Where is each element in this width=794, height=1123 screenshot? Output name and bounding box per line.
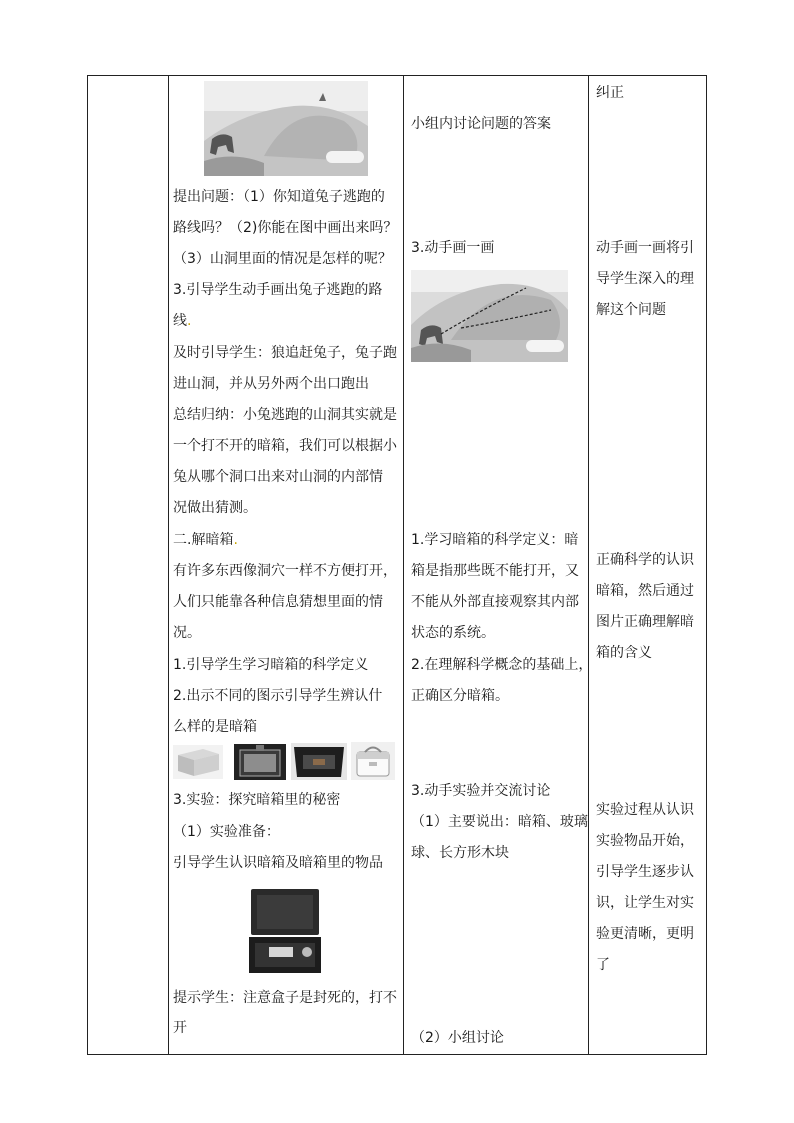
question-text: 提出问题：（1）你知道兔子逃跑的	[173, 189, 385, 205]
black-storage-box-image	[291, 743, 347, 780]
cooler-box-image	[351, 742, 395, 780]
wolf-rabbit-mountain-image	[204, 81, 368, 176]
intent-text: 引导学生逐步认	[596, 864, 694, 880]
guide-text: 进山洞，并从另外两个出口跑出	[173, 376, 369, 392]
column-divider	[588, 76, 589, 1054]
summary-text: 兔从哪个洞口出来对山洞的内部情	[173, 469, 383, 485]
intro-text: 有许多东西像洞穴一样不方便打开，	[173, 563, 397, 579]
intro-text: 况。	[173, 625, 201, 641]
definition-text: 不能从外部直接观察其内部	[411, 594, 579, 610]
intro-text: 人们只能靠各种信息猜想里面的情	[173, 594, 383, 610]
intent-text: 暗箱，然后通过	[596, 583, 694, 599]
step-text: 么样的是暗箱	[173, 719, 257, 735]
gift-box-image	[234, 744, 286, 780]
summary-text: 总结归纳：小兔逃跑的山洞其实就是	[173, 407, 397, 423]
intent-text: 验更清晰，更明	[596, 926, 694, 942]
intent-text: 纠正	[596, 85, 624, 101]
definition-text: 状态的系统。	[411, 625, 495, 641]
question-text: （3）山洞里面的情况是怎样的呢？	[173, 251, 392, 267]
step-text: 线.	[173, 313, 192, 329]
question-text: 路线吗？（2)你能在图中画出来吗？	[173, 220, 398, 236]
paragraph-mark-icon: .	[233, 532, 238, 548]
experiment-heading: 3.动手实验并交流讨论	[411, 783, 551, 799]
column-divider	[168, 76, 169, 1054]
step-text: 2.出示不同的图示引导学生辨认什	[173, 688, 383, 704]
paragraph-mark-icon: .	[187, 313, 192, 329]
intent-text: 识，让学生对实	[596, 895, 694, 911]
intent-text: 图片正确理解暗	[596, 614, 694, 630]
distinguish-text: 正确区分暗箱。	[411, 688, 509, 704]
summary-text: 况做出猜测。	[173, 500, 257, 516]
distinguish-text: 2.在理解科学概念的基础上，	[411, 657, 593, 673]
cardboard-box-image	[173, 745, 223, 779]
intent-text: 了	[596, 957, 610, 973]
group-discussion-text: （2）小组讨论	[411, 1030, 504, 1046]
experiment-text: （1）主要说出：暗箱、玻璃	[411, 814, 588, 830]
intent-text: 动手画一画将引	[596, 240, 694, 256]
step-text: 3.引导学生动手画出兔子逃跑的路	[173, 282, 383, 298]
draw-heading: 3.动手画一画	[411, 240, 495, 256]
tip-text: 开	[173, 1020, 187, 1036]
intent-text: 导学生深入的理	[596, 271, 694, 287]
guide-text: 及时引导学生：狼追赶兔子，兔子跑	[173, 345, 397, 361]
summary-text: 一个打不开的暗箱，我们可以根据小	[173, 438, 397, 454]
step-text: （1）实验准备：	[173, 824, 280, 840]
step-text: 引导学生认识暗箱及暗箱里的物品	[173, 855, 383, 871]
intent-text: 实验过程从认识	[596, 802, 694, 818]
intent-text: 箱的含义	[596, 645, 652, 661]
intent-text: 正确科学的认识	[596, 552, 694, 568]
experiment-text: 球、长方形木块	[411, 845, 509, 861]
column-divider	[403, 76, 404, 1054]
step-text: 3.实验：探究暗箱里的秘密	[173, 792, 341, 808]
intent-text: 解这个问题	[596, 302, 666, 318]
tip-text: 提示学生：注意盒子是封死的，打不	[173, 990, 397, 1006]
rabbit-escape-route-image	[411, 270, 568, 362]
step-text: 1.引导学生学习暗箱的科学定义	[173, 657, 369, 673]
discuss-text: 小组内讨论问题的答案	[411, 116, 551, 132]
intent-text: 实验物品开始，	[596, 833, 694, 849]
definition-text: 1.学习暗箱的科学定义：暗	[411, 532, 579, 548]
definition-text: 箱是指那些既不能打开，又	[411, 563, 579, 579]
black-box-with-items-image	[247, 887, 323, 975]
section-heading: 二.解暗箱.	[173, 532, 238, 548]
